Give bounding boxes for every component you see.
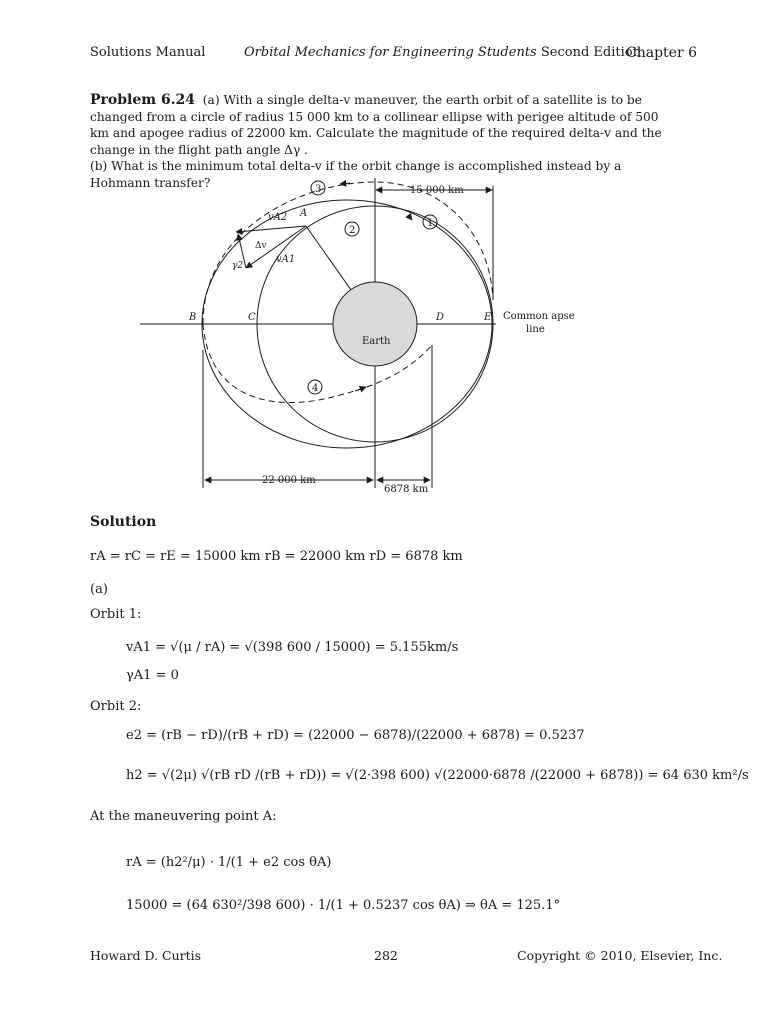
- point-E-label: E: [484, 312, 492, 323]
- book-edition: Second Edition: [540, 45, 641, 60]
- maneuver-label: At the maneuvering point A:: [90, 809, 277, 824]
- vA2-vector: [236, 226, 306, 232]
- vA1-equation: vA1 = √(μ / rA) = √(398 600 / 15000) = 5.155km/s: [126, 640, 459, 655]
- orbit-3-number: 3: [315, 184, 322, 195]
- apse-line-label-2: line: [526, 324, 545, 335]
- problem-label: Problem 6.24: [90, 92, 196, 108]
- orbit-4-number: 4: [312, 383, 319, 394]
- vA2-label: vA2: [268, 212, 288, 223]
- problem-part-b: (b) What is the minimum total delta-v if the orbit change is accomplished instead by a Hohmann transfer?: [90, 159, 622, 190]
- orbit-4-arrow: [355, 387, 366, 391]
- earth-label: Earth: [362, 336, 391, 347]
- dim-6878-label: 6878 km: [384, 484, 429, 495]
- rA-equation: rA = (h2²/μ) · 1/(1 + e2 cos θA): [126, 855, 332, 870]
- running-header-left: Solutions Manual: [90, 45, 206, 60]
- e2-equation: e2 = (rB − rD)/(rB + rD) = (22000 − 6878)/(22000 + 6878) = 0.5237: [126, 728, 585, 743]
- gammaA1-equation: γA1 = 0: [126, 668, 179, 683]
- earth-disc: [333, 282, 417, 366]
- radii-line: rA = rC = rE = 15000 km rB = 22000 km rD = 6878 km: [90, 549, 463, 564]
- book-title: Orbital Mechanics for Engineering Students: [244, 45, 537, 60]
- thetaA-equation: 15000 = (64 630²/398 600) · 1/(1 + 0.5237 cos θA) ⇒ θA = 125.1°: [126, 898, 561, 913]
- gamma2-label: γ2: [232, 261, 244, 271]
- dv-label: Δv: [255, 241, 267, 251]
- footer-author: Howard D. Curtis: [90, 948, 202, 963]
- dim-15000-label: 15 000 km: [410, 185, 464, 196]
- solution-title: Solution: [90, 514, 157, 530]
- h2-equation: h2 = √(2μ) √(rB rD /(rB + rD)) = √(2·398 600) √(22000·6878 /(22000 + 6878)) = 64 630 km²/s: [126, 768, 749, 783]
- running-header-chapter: Chapter 6: [626, 45, 697, 61]
- orbit-1-arrow: [408, 215, 412, 220]
- apse-line-label-1: Common apse: [503, 311, 575, 322]
- part-a-label: (a): [90, 582, 108, 597]
- point-C-label: C: [248, 312, 256, 323]
- dim-22000-label: 22 000 km: [262, 475, 316, 486]
- problem-part-a: (a) With a single delta-v maneuver, the earth orbit of a satellite is to be changed from a circle of radius 15 000 km to a collinear ellipse with perigee altitude of 500 km and apogee radius of 22000 km. Calculate the magnitude of the required delta-v and the change in the flight path angle Δγ .: [90, 93, 662, 157]
- orbit-2-number: 2: [349, 225, 356, 236]
- point-D-label: D: [436, 312, 445, 323]
- vA1-label: vA1: [276, 254, 296, 265]
- orbit1-label: Orbit 1:: [90, 607, 142, 622]
- orbit-1-number: 1: [427, 218, 434, 229]
- point-A-label: A: [300, 208, 308, 219]
- orbit2-label: Orbit 2:: [90, 699, 142, 714]
- point-B-label: B: [189, 312, 197, 323]
- footer-page-number: 282: [374, 948, 398, 963]
- footer-copyright: Copyright © 2010, Elsevier, Inc.: [517, 948, 723, 963]
